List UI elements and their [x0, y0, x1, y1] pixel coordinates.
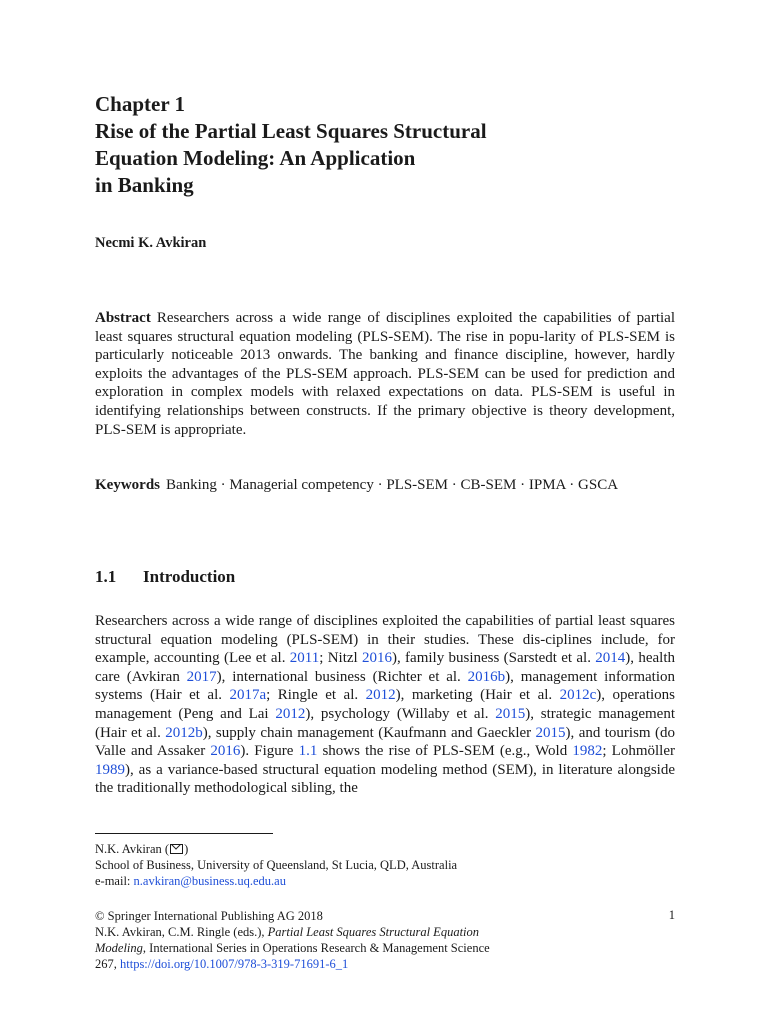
chapter-title: [95, 118, 675, 199]
intro-text: ), and tourism (do Valle and Assaker: [95, 724, 675, 760]
footnote-author-line: [95, 841, 457, 857]
email-link[interactable]: n.avkiran@business.uq.edu.au: [133, 874, 286, 888]
citation-line: [95, 924, 675, 940]
chapter-title-line: Equation Modeling: An Application: [95, 146, 416, 170]
introduction-paragraph: [95, 612, 675, 798]
abstract-label: Abstract: [95, 310, 151, 326]
citation-link[interactable]: 2017: [186, 668, 217, 685]
section-title: Introduction: [143, 567, 236, 586]
citation-link[interactable]: 2012b: [165, 724, 203, 741]
citation-link[interactable]: 2017a: [229, 687, 267, 704]
intro-text: ), as a variance-based structural equation modeling method (SEM), in literature alongside the traditionally methodological sibling, the: [95, 761, 675, 797]
section-heading: [95, 567, 235, 587]
footnote-author: N.K. Avkiran (: [95, 842, 170, 856]
citation-link[interactable]: 2012: [275, 705, 306, 722]
citation-link[interactable]: 2012: [365, 687, 396, 704]
page-number: 1: [668, 908, 675, 922]
author-name: Necmi K. Avkiran: [95, 235, 207, 251]
footnote-email-line: [95, 873, 457, 889]
abstract: [95, 309, 675, 439]
doi-link[interactable]: https://doi.org/10.1007/978-3-319-71691-6_1: [120, 957, 349, 971]
footnote-divider: [95, 833, 273, 834]
footnote-author-close: ): [184, 842, 189, 856]
citation-link[interactable]: 1982: [572, 743, 603, 760]
intro-text: ), supply chain management (Kaufmann and Gaeckler: [202, 724, 536, 741]
footnote-affiliation: School of Business, University of Queensland, St Lucia, QLD, Australia: [95, 858, 458, 872]
intro-text: ), strategic management (Hair et al.: [95, 705, 675, 741]
envelope-icon: [170, 844, 183, 854]
email-label: e-mail:: [95, 874, 134, 888]
intro-text: ), family business (Sarstedt et al.: [392, 650, 596, 667]
citation-link[interactable]: 1989: [95, 761, 125, 778]
volume-number: 267,: [95, 957, 120, 971]
author-footnote: [95, 841, 457, 889]
intro-text: ), psychology (Willaby et al.: [305, 705, 496, 722]
copyright-line: © Springer International Publishing AG 2018: [95, 909, 323, 923]
keywords-text: Banking · Managerial competency · PLS-SEM · CB-SEM · IPMA · GSCA: [166, 477, 619, 493]
book-title: Partial Least Squares Structural Equation: [267, 925, 480, 939]
keywords: [95, 476, 675, 495]
intro-text: Researchers across a wide range of disciplines exploited the capabilities of partial least squares structural equation modeling (PLS-SEM) in their studies. These dis-ciplines include, for example, accounting (Lee et al.: [95, 613, 675, 667]
intro-text: ), management information systems (Hair et al.: [95, 668, 675, 704]
citation-link[interactable]: 2016: [210, 743, 241, 760]
chapter-title-line: Rise of the Partial Least Squares Structural: [95, 119, 487, 143]
series-name: , International Series in Operations Research & Management Science: [142, 941, 490, 955]
book-title: Modeling: [95, 941, 143, 955]
chapter-title-line: in Banking: [95, 173, 194, 197]
citation-link[interactable]: 2014: [595, 650, 626, 667]
editors: N.K. Avkiran, C.M. Ringle (eds.),: [95, 925, 268, 939]
intro-text: shows the rise of PLS-SEM (e.g., Wold: [317, 743, 573, 760]
intro-text: ; Lohmöller: [602, 743, 675, 760]
citation-link[interactable]: 2015: [535, 724, 566, 741]
chapter-number: Chapter 1: [95, 92, 186, 116]
citation-link[interactable]: 2016b: [467, 668, 506, 685]
abstract-text: Researchers across a wide range of disciplines exploited the capabilities of partial least squares structural equation modeling (PLS-SEM). The rise in popu-larity of PLS-SEM is particularly noticeable 2013 onwards. The banking and finance discipline, however, hardly exploits the advantages of the PLS-SEM approach. PLS-SEM can be used for prediction and exploration in complex models with relaxed expectations on data. PLS-SEM is useful in identifying relationships between constructs. If the primary objective is theory development, PLS-SEM is appropriate.: [95, 310, 675, 438]
copyright-block: [95, 908, 675, 972]
keywords-label: Keywords: [95, 477, 160, 493]
intro-text: ), operations management (Peng and Lai: [95, 687, 676, 722]
page: [95, 0, 675, 1024]
intro-text: ), international business (Richter et al.: [216, 668, 468, 685]
intro-text: ; Ringle et al.: [266, 687, 366, 704]
citation-link[interactable]: 2012c: [559, 687, 597, 704]
citation-line: [95, 940, 675, 956]
intro-text: ), marketing (Hair et al.: [395, 687, 560, 704]
intro-text: ; Nitzl: [319, 650, 362, 667]
intro-text: ), health care (Avkiran: [95, 650, 675, 685]
figure-link[interactable]: 1.1: [298, 743, 318, 760]
citation-link[interactable]: 2016: [362, 650, 392, 667]
intro-text: ). Figure: [240, 743, 299, 760]
section-number: 1.1: [95, 567, 117, 586]
citation-link[interactable]: 2011: [289, 650, 320, 667]
doi-line: [95, 956, 675, 972]
citation-link[interactable]: 2015: [495, 705, 526, 722]
